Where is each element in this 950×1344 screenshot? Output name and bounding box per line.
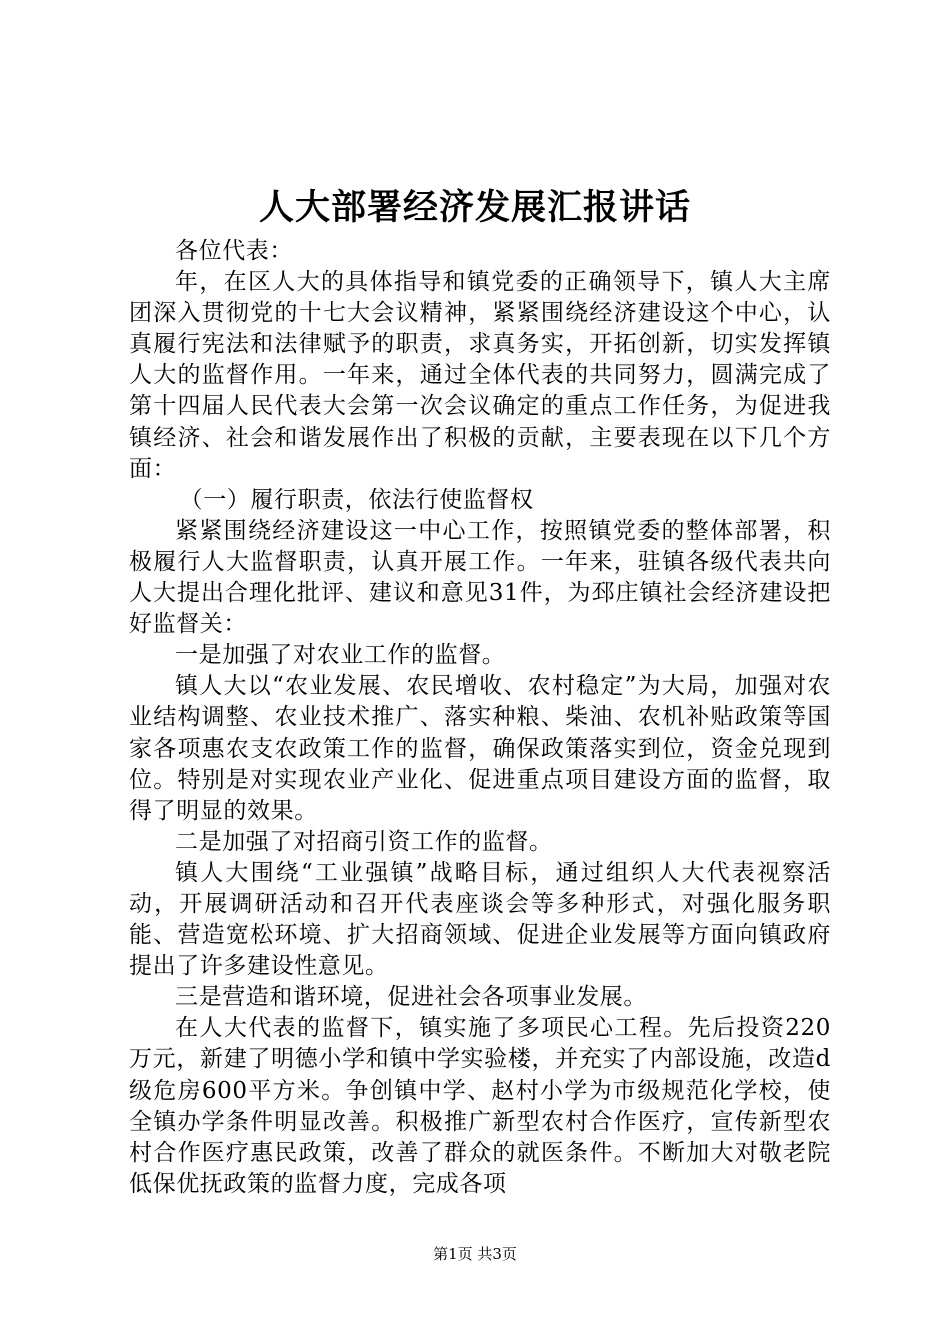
section-heading: （一）履行职责，依法行使监督权 — [179, 486, 534, 513]
point-paragraph: 在人大代表的监督下，镇实施了多项民心工程。先后投资220万元，新建了明德小学和镇中学实验楼，并充实了内部设施，改造d级危房600平方米。争创镇中学、赵村小学为市级规范化学校，使全镇办学条件明显改善。积极推广新型农村合作医疗，宣传新型农村合作医疗惠民政策，改善了群众的就医条件。不断加大对敬老院低保优抚政策的监督力度，完成各项 — [129, 1015, 831, 1197]
page-title: 人大部署经济发展汇报讲话 — [258, 188, 691, 228]
point-paragraph: 镇人大围绕“工业强镇”战略目标，通过组织人大代表视察活动，开展调研活动和召开代表座谈会等多种形式，对强化服务职能、营造宽松环境、扩大招商领域、促进企业发展等方面向镇政府提出了许多建设性意见。 — [129, 859, 831, 980]
point-heading: 二是加强了对招商引资工作的监督。 — [175, 828, 553, 855]
document-body — [129, 236, 831, 1200]
point-paragraph: 镇人大以“农业发展、农民增收、农村稳定”为大局，加强对农业结构调整、农业技术推广、落实种粮、柴油、农机补贴政策等国家各项惠农支农政策工作的监督，确保政策落实到位，资金兑现到位。特别是对实现农业产业化、促进重点项目建设方面的监督，取得了明显的效果。 — [129, 673, 831, 824]
point-heading: 一是加强了对农业工作的监督。 — [175, 642, 506, 669]
page-footer: 第1页 共3页 — [433, 1245, 517, 1263]
section-paragraph: 紧紧围绕经济建设这一中心工作，按照镇党委的整体部署，积极履行人大监督职责，认真开展工作。一年来，驻镇各级代表共向人大提出合理化批评、建议和意见31件，为邳庄镇社会经济建设把好监督关： — [129, 517, 831, 638]
salutation-paragraph: 各位代表： — [175, 238, 293, 264]
point-heading: 三是营造和谐环境，促进社会各项事业发展。 — [175, 984, 647, 1011]
intro-paragraph: 年，在区人大的具体指导和镇党委的正确领导下，镇人大主席团深入贯彻党的十七大会议精神，紧紧围绕经济建设这个中心，认真履行宪法和法律赋予的职责，求真务实，开拓创新，切实发挥镇人大的监督作用。一年来，通过全体代表的共同努力，圆满完成了第十四届人民代表大会第一次会议确定的重点工作任务，为促进我镇经济、社会和谐发展作出了积极的贡献，主要表现在以下几个方面： — [129, 269, 831, 482]
